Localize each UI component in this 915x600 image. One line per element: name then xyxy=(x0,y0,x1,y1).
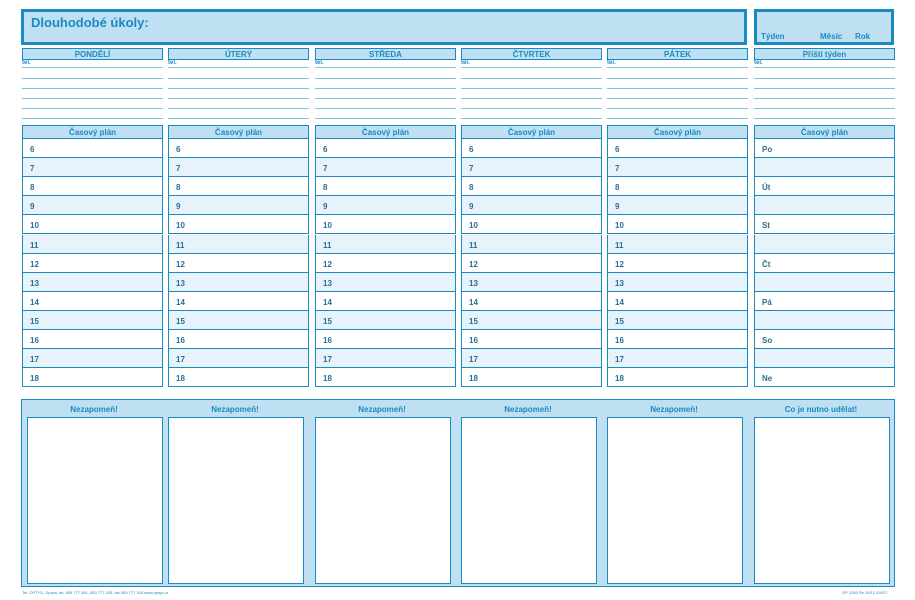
note-line[interactable] xyxy=(607,88,748,89)
tel-label: tel. xyxy=(607,60,616,66)
note-line[interactable] xyxy=(315,98,456,99)
hour-label: 13 xyxy=(323,278,332,288)
note-line[interactable] xyxy=(754,108,895,109)
hour-label: 14 xyxy=(176,297,185,307)
hour-label: 16 xyxy=(469,336,478,345)
reminder-box[interactable] xyxy=(27,417,163,584)
hour-slot[interactable] xyxy=(22,292,163,311)
hour-label: 14 xyxy=(323,297,332,307)
hour-label: 18 xyxy=(615,374,624,384)
hour-slot[interactable] xyxy=(315,292,456,311)
note-line[interactable] xyxy=(22,67,163,68)
hour-slot[interactable] xyxy=(168,215,309,234)
hour-slot[interactable] xyxy=(22,254,163,273)
long-term-tasks-title: Dlouhodobé úkoly: xyxy=(31,15,149,30)
day-header: PONDĚLÍ xyxy=(22,48,163,60)
tel-label: tel. xyxy=(168,60,177,66)
hour-slot[interactable] xyxy=(315,254,456,273)
hour-label: 17 xyxy=(615,355,624,365)
hour-label: 15 xyxy=(469,316,478,326)
hour-slot[interactable] xyxy=(461,196,602,215)
next-week-slot[interactable] xyxy=(754,311,895,330)
hour-slot[interactable] xyxy=(315,177,456,196)
hour-label: 8 xyxy=(176,183,181,193)
hour-label: 11 xyxy=(469,240,478,250)
hour-slot[interactable] xyxy=(168,273,309,292)
note-line[interactable] xyxy=(754,98,895,99)
note-line[interactable] xyxy=(607,98,748,99)
hour-label: 10 xyxy=(176,221,185,231)
hour-slot[interactable] xyxy=(168,311,309,330)
note-line[interactable] xyxy=(22,118,163,119)
time-plan-header: Časový plán xyxy=(607,125,748,139)
hour-label: 18 xyxy=(469,374,478,384)
hour-label: 7 xyxy=(176,164,181,174)
time-plan-header: Časový plán xyxy=(315,125,456,139)
hour-label: 13 xyxy=(615,278,624,288)
reminder-heading: Nezapomeň! xyxy=(650,405,698,414)
hour-slot[interactable] xyxy=(315,273,456,292)
hour-label: 10 xyxy=(30,221,39,231)
next-week-slot[interactable] xyxy=(754,368,895,387)
hour-slot[interactable] xyxy=(22,330,163,349)
hour-label: 14 xyxy=(469,297,478,307)
hour-label: 12 xyxy=(469,259,478,269)
next-week-slot[interactable] xyxy=(754,235,895,254)
hour-slot[interactable] xyxy=(607,292,748,311)
note-line[interactable] xyxy=(461,67,602,68)
hour-label: 14 xyxy=(30,297,39,307)
hour-label: 7 xyxy=(615,164,620,174)
todo-box[interactable] xyxy=(754,417,890,584)
note-line[interactable] xyxy=(607,118,748,119)
next-week-slot[interactable] xyxy=(754,158,895,177)
tel-label: tel. xyxy=(315,60,324,66)
hour-label: 7 xyxy=(469,164,474,174)
next-week-slot[interactable] xyxy=(754,349,895,368)
next-week-slot[interactable] xyxy=(754,330,895,349)
day-header: Příští týden xyxy=(754,48,895,60)
reminder-heading: Nezapomeň! xyxy=(70,405,118,414)
hour-slot[interactable] xyxy=(22,273,163,292)
day-header: ÚTERÝ xyxy=(168,48,309,60)
hour-label: 15 xyxy=(30,316,39,326)
hour-label: 10 xyxy=(615,221,624,231)
hour-label: 8 xyxy=(469,183,474,193)
hour-label: 16 xyxy=(323,336,332,345)
hour-label: 13 xyxy=(176,278,185,288)
note-line[interactable] xyxy=(168,67,309,68)
note-line[interactable] xyxy=(754,67,895,68)
hour-slot[interactable] xyxy=(315,158,456,177)
hour-label: 11 xyxy=(323,240,332,250)
hour-slot[interactable] xyxy=(315,311,456,330)
time-plan-header: Časový plán xyxy=(461,125,602,139)
hour-label: 12 xyxy=(176,259,185,269)
hour-label: 6 xyxy=(469,145,474,154)
hour-slot[interactable] xyxy=(22,368,163,387)
hour-label: 6 xyxy=(323,145,328,154)
hour-label: 14 xyxy=(615,297,624,307)
hour-slot[interactable] xyxy=(315,139,456,158)
todo-heading: Co je nutno udělat! xyxy=(784,405,858,414)
hour-label: 12 xyxy=(30,259,39,269)
reminder-heading: Nezapomeň! xyxy=(504,405,552,414)
day-header: ČTVRTEK xyxy=(461,48,602,60)
hour-slot[interactable] xyxy=(461,330,602,349)
tel-label: tel. xyxy=(22,60,31,66)
weekday-label: St xyxy=(762,221,770,231)
footer-code: OP 1285 Re 15/12 43027 xyxy=(842,590,888,595)
period-selector-box xyxy=(754,9,894,45)
hour-slot[interactable] xyxy=(461,158,602,177)
hour-slot[interactable] xyxy=(607,158,748,177)
reminder-box[interactable] xyxy=(461,417,597,584)
hour-slot[interactable] xyxy=(607,330,748,349)
hour-slot[interactable] xyxy=(315,235,456,254)
weekday-label: Čt xyxy=(762,259,771,269)
hour-label: 9 xyxy=(615,202,620,212)
hour-slot[interactable] xyxy=(168,254,309,273)
footer-publisher: Tel. OPTYS, Opava, tel. 553 777 361, 553 777 333, fax 553 777 318 www.optys.cz xyxy=(22,590,169,595)
note-line[interactable] xyxy=(607,108,748,109)
hour-label: 11 xyxy=(30,240,39,250)
time-plan-header: Časový plán xyxy=(22,125,163,139)
reminder-box[interactable] xyxy=(315,417,451,584)
hour-label: 9 xyxy=(30,202,35,212)
hour-slot[interactable] xyxy=(168,330,309,349)
hour-label: 13 xyxy=(30,278,39,288)
hour-label: 7 xyxy=(323,164,328,174)
hour-slot[interactable] xyxy=(461,368,602,387)
period-option-year[interactable]: Rok xyxy=(855,32,871,41)
next-week-slot[interactable] xyxy=(754,215,895,234)
next-week-slot[interactable] xyxy=(754,292,895,311)
weekday-label: Po xyxy=(762,145,773,154)
hour-label: 12 xyxy=(323,259,332,269)
hour-label: 7 xyxy=(30,164,35,174)
hour-label: 11 xyxy=(615,240,624,250)
hour-slot[interactable] xyxy=(315,349,456,368)
hour-slot[interactable] xyxy=(607,235,748,254)
hour-slot[interactable] xyxy=(607,139,748,158)
hour-label: 17 xyxy=(469,355,478,365)
hour-slot[interactable] xyxy=(168,196,309,215)
hour-slot[interactable] xyxy=(461,215,602,234)
weekday-label: Pá xyxy=(762,297,772,307)
note-line[interactable] xyxy=(315,88,456,89)
hour-label: 11 xyxy=(176,240,185,250)
note-line[interactable] xyxy=(754,78,895,79)
hour-slot[interactable] xyxy=(607,368,748,387)
note-line[interactable] xyxy=(168,98,309,99)
hour-slot[interactable] xyxy=(461,177,602,196)
hour-label: 17 xyxy=(30,355,39,365)
note-line[interactable] xyxy=(22,98,163,99)
hour-slot[interactable] xyxy=(607,311,748,330)
reminders-section xyxy=(21,399,895,587)
hour-slot[interactable] xyxy=(607,215,748,234)
note-line[interactable] xyxy=(168,88,309,89)
note-line[interactable] xyxy=(607,67,748,68)
note-line[interactable] xyxy=(22,88,163,89)
note-line[interactable] xyxy=(754,118,895,119)
note-line[interactable] xyxy=(461,108,602,109)
reminder-heading: Nezapomeň! xyxy=(358,405,406,414)
note-line[interactable] xyxy=(461,98,602,99)
hour-slot[interactable] xyxy=(607,177,748,196)
hour-slot[interactable] xyxy=(168,177,309,196)
hour-slot[interactable] xyxy=(315,196,456,215)
hour-label: 9 xyxy=(323,202,328,212)
long-term-tasks-box[interactable] xyxy=(21,9,747,45)
hour-label: 9 xyxy=(176,202,181,212)
day-header: STŘEDA xyxy=(315,48,456,60)
next-week-slot[interactable] xyxy=(754,196,895,215)
hour-label: 8 xyxy=(323,183,328,193)
hour-label: 8 xyxy=(30,183,35,193)
note-line[interactable] xyxy=(315,78,456,79)
hour-slot[interactable] xyxy=(22,215,163,234)
hour-label: 15 xyxy=(323,316,332,326)
note-line[interactable] xyxy=(607,78,748,79)
next-week-slot[interactable] xyxy=(754,254,895,273)
note-line[interactable] xyxy=(22,108,163,109)
time-plan-header: Časový plán xyxy=(754,125,895,139)
hour-slot[interactable] xyxy=(315,215,456,234)
hour-slot[interactable] xyxy=(22,177,163,196)
hour-slot[interactable] xyxy=(22,158,163,177)
hour-label: 17 xyxy=(323,355,332,365)
hour-label: 15 xyxy=(615,316,624,326)
tel-label: tel. xyxy=(461,60,470,66)
hour-slot[interactable] xyxy=(461,292,602,311)
hour-label: 6 xyxy=(615,145,620,154)
hour-label: 9 xyxy=(469,202,474,212)
hour-label: 10 xyxy=(323,221,332,231)
hour-slot[interactable] xyxy=(607,273,748,292)
hour-slot[interactable] xyxy=(22,196,163,215)
hour-slot[interactable] xyxy=(461,311,602,330)
hour-label: 17 xyxy=(176,355,185,365)
hour-slot[interactable] xyxy=(461,349,602,368)
hour-slot[interactable] xyxy=(168,235,309,254)
tel-label: tel. xyxy=(754,60,763,66)
hour-label: 10 xyxy=(469,221,478,231)
note-line[interactable] xyxy=(168,118,309,119)
next-week-slot[interactable] xyxy=(754,177,895,196)
hour-slot[interactable] xyxy=(607,349,748,368)
hour-slot[interactable] xyxy=(22,139,163,158)
hour-label: 16 xyxy=(615,336,624,345)
hour-slot[interactable] xyxy=(168,139,309,158)
hour-label: 16 xyxy=(30,336,39,345)
reminder-box[interactable] xyxy=(168,417,304,584)
hour-slot[interactable] xyxy=(22,349,163,368)
hour-label: 18 xyxy=(176,374,185,384)
note-line[interactable] xyxy=(168,78,309,79)
hour-slot[interactable] xyxy=(168,368,309,387)
hour-slot[interactable] xyxy=(607,254,748,273)
period-option-month[interactable]: Měsíc xyxy=(820,32,843,41)
hour-slot[interactable] xyxy=(168,158,309,177)
weekday-label: Ne xyxy=(762,374,773,384)
next-week-slot[interactable] xyxy=(754,273,895,292)
hour-label: 12 xyxy=(615,259,624,269)
next-week-slot[interactable] xyxy=(754,139,895,158)
note-line[interactable] xyxy=(461,118,602,119)
note-line[interactable] xyxy=(315,108,456,109)
hour-label: 16 xyxy=(176,336,185,345)
hour-label: 13 xyxy=(469,278,478,288)
note-line[interactable] xyxy=(22,78,163,79)
note-line[interactable] xyxy=(754,88,895,89)
hour-slot[interactable] xyxy=(461,254,602,273)
weekday-label: Út xyxy=(762,183,771,193)
reminder-heading: Nezapomeň! xyxy=(211,405,259,414)
hour-slot[interactable] xyxy=(168,292,309,311)
time-plan-header: Časový plán xyxy=(168,125,309,139)
day-header: PÁTEK xyxy=(607,48,748,60)
hour-label: 6 xyxy=(176,145,181,154)
hour-slot[interactable] xyxy=(22,235,163,254)
hour-label: 15 xyxy=(176,316,185,326)
note-line[interactable] xyxy=(461,78,602,79)
hour-label: 18 xyxy=(30,374,39,384)
weekday-label: So xyxy=(762,336,773,345)
hour-slot[interactable] xyxy=(22,311,163,330)
hour-slot[interactable] xyxy=(461,273,602,292)
reminder-box[interactable] xyxy=(607,417,743,584)
note-line[interactable] xyxy=(168,108,309,109)
hour-label: 8 xyxy=(615,183,620,193)
hour-slot[interactable] xyxy=(461,139,602,158)
hour-slot[interactable] xyxy=(607,196,748,215)
note-line[interactable] xyxy=(315,118,456,119)
hour-label: 6 xyxy=(30,145,35,154)
hour-slot[interactable] xyxy=(461,235,602,254)
period-option-week[interactable]: Týden xyxy=(761,32,785,41)
hour-slot[interactable] xyxy=(315,330,456,349)
hour-label: 18 xyxy=(323,374,332,384)
hour-slot[interactable] xyxy=(315,368,456,387)
note-line[interactable] xyxy=(315,67,456,68)
note-line[interactable] xyxy=(461,88,602,89)
hour-slot[interactable] xyxy=(168,349,309,368)
